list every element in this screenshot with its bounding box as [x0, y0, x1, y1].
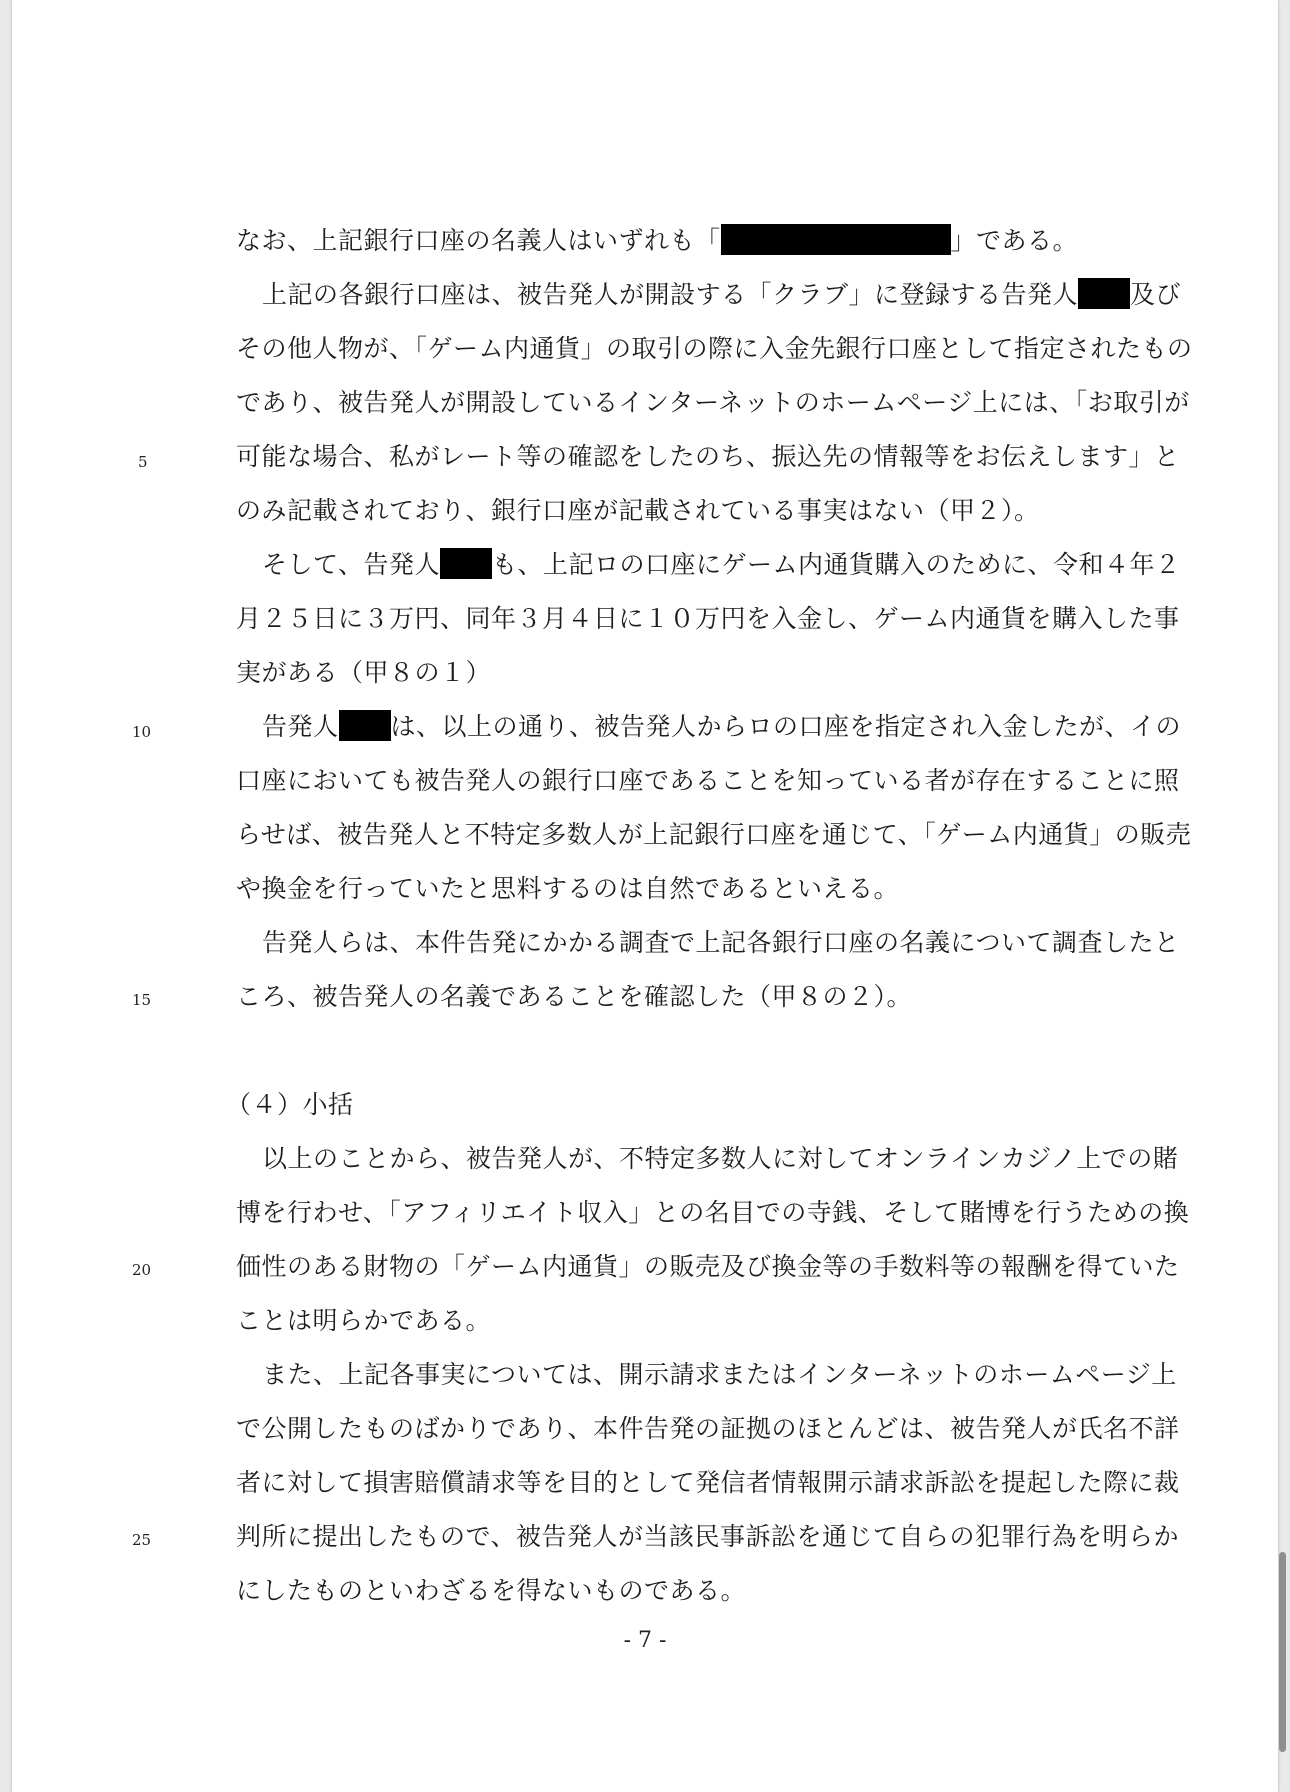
redaction-box [440, 548, 492, 579]
text-line: のみ記載されており、銀行口座が記載されている事実はない（甲２）。 [236, 496, 1040, 525]
text-line: 博を行わせ、「アフィリエイト収入」との名目での寺銭、そして賭博を行うための換 [236, 1198, 1190, 1227]
text-line [262, 278, 1181, 312]
text-line: ころ、被告発人の名義であることを確認した（甲８の２）。 [236, 982, 913, 1011]
text-line: 月２５日に３万円、同年３月４日に１０万円を入金し、ゲーム内通貨を購入した事 [236, 604, 1180, 633]
redaction-box [721, 224, 951, 255]
line-number-20: 20 [132, 1261, 152, 1279]
text-line: や換金を行っていたと思料するのは自然であるといえる。 [236, 874, 900, 903]
text-segment: は、以上の通り、被告発人からロの口座を指定され入金したが、イの [390, 712, 1182, 741]
text-line: 告発人らは、本件告発にかかる調査で上記各銀行口座の名義について調査したと [262, 928, 1180, 957]
text-segment: も、上記ロの口座にゲーム内通貨購入のために、令和４年２ [492, 550, 1181, 579]
line-number-25: 25 [132, 1531, 152, 1549]
text-line: その他人物が、「ゲーム内通貨」の取引の際に入金先銀行口座として指定されたもの [236, 334, 1193, 363]
text-line: であり、被告発人が開設しているインターネットのホームページ上には、「お取引が [236, 388, 1190, 417]
text-line: 実がある（甲８の１） [236, 658, 492, 687]
text-line: にしたものといわざるを得ないものである。 [236, 1576, 747, 1605]
page-number: - 7 - [623, 1628, 667, 1653]
text-segment: そして、告発人 [262, 550, 441, 579]
text-segment: なお、上記銀行口座の名義人はいずれも「 [236, 226, 721, 255]
text-line: 価性のある財物の「ゲーム内通貨」の販売及び換金等の手数料等の報酬を得ていた [236, 1252, 1180, 1281]
text-segment: 」である。 [950, 226, 1079, 255]
text-line: 者に対して損害賠償請求等を目的として発信者情報開示請求訴訟を提起した際に裁 [236, 1468, 1180, 1497]
text-line: らせば、被告発人と不特定多数人が上記銀行口座を通じて、「ゲーム内通貨」の販売 [236, 820, 1192, 849]
text-line: 判所に提出したもので、被告発人が当該民事訴訟を通じて自らの犯罪行為を明らか [236, 1522, 1180, 1551]
redaction-box [1078, 278, 1130, 309]
text-line [262, 548, 1181, 582]
text-line: ことは明らかである。 [236, 1306, 492, 1335]
scrollbar-thumb[interactable] [1279, 1552, 1286, 1752]
text-line: 可能な場合、私がレート等の確認をしたのち、振込先の情報等をお伝えします」と [236, 442, 1180, 471]
text-line: 口座においても被告発人の銀行口座であることを知っている者が存在することに照 [236, 766, 1180, 795]
text-segment: 告発人 [262, 712, 339, 741]
text-segment: 及び [1130, 280, 1182, 309]
redaction-box [339, 710, 391, 741]
document-page [12, 0, 1278, 1792]
text-line: で公開したものばかりであり、本件告発の証拠のほとんどは、被告発人が氏名不詳 [236, 1414, 1180, 1443]
text-line: また、上記各事実については、開示請求またはインターネットのホームページ上 [262, 1360, 1177, 1389]
line-number-15: 15 [132, 991, 152, 1009]
text-line [262, 710, 1181, 744]
line-number-10: 10 [132, 723, 152, 741]
line-number-5: 5 [138, 453, 148, 471]
section-heading: （４）小括 [226, 1090, 354, 1119]
text-line [236, 224, 1078, 258]
text-segment: 上記の各銀行口座は、被告発人が開設する「クラブ」に登録する告発人 [262, 280, 1079, 309]
text-line: 以上のことから、被告発人が、不特定多数人に対してオンラインカジノ上での賭 [262, 1144, 1179, 1173]
